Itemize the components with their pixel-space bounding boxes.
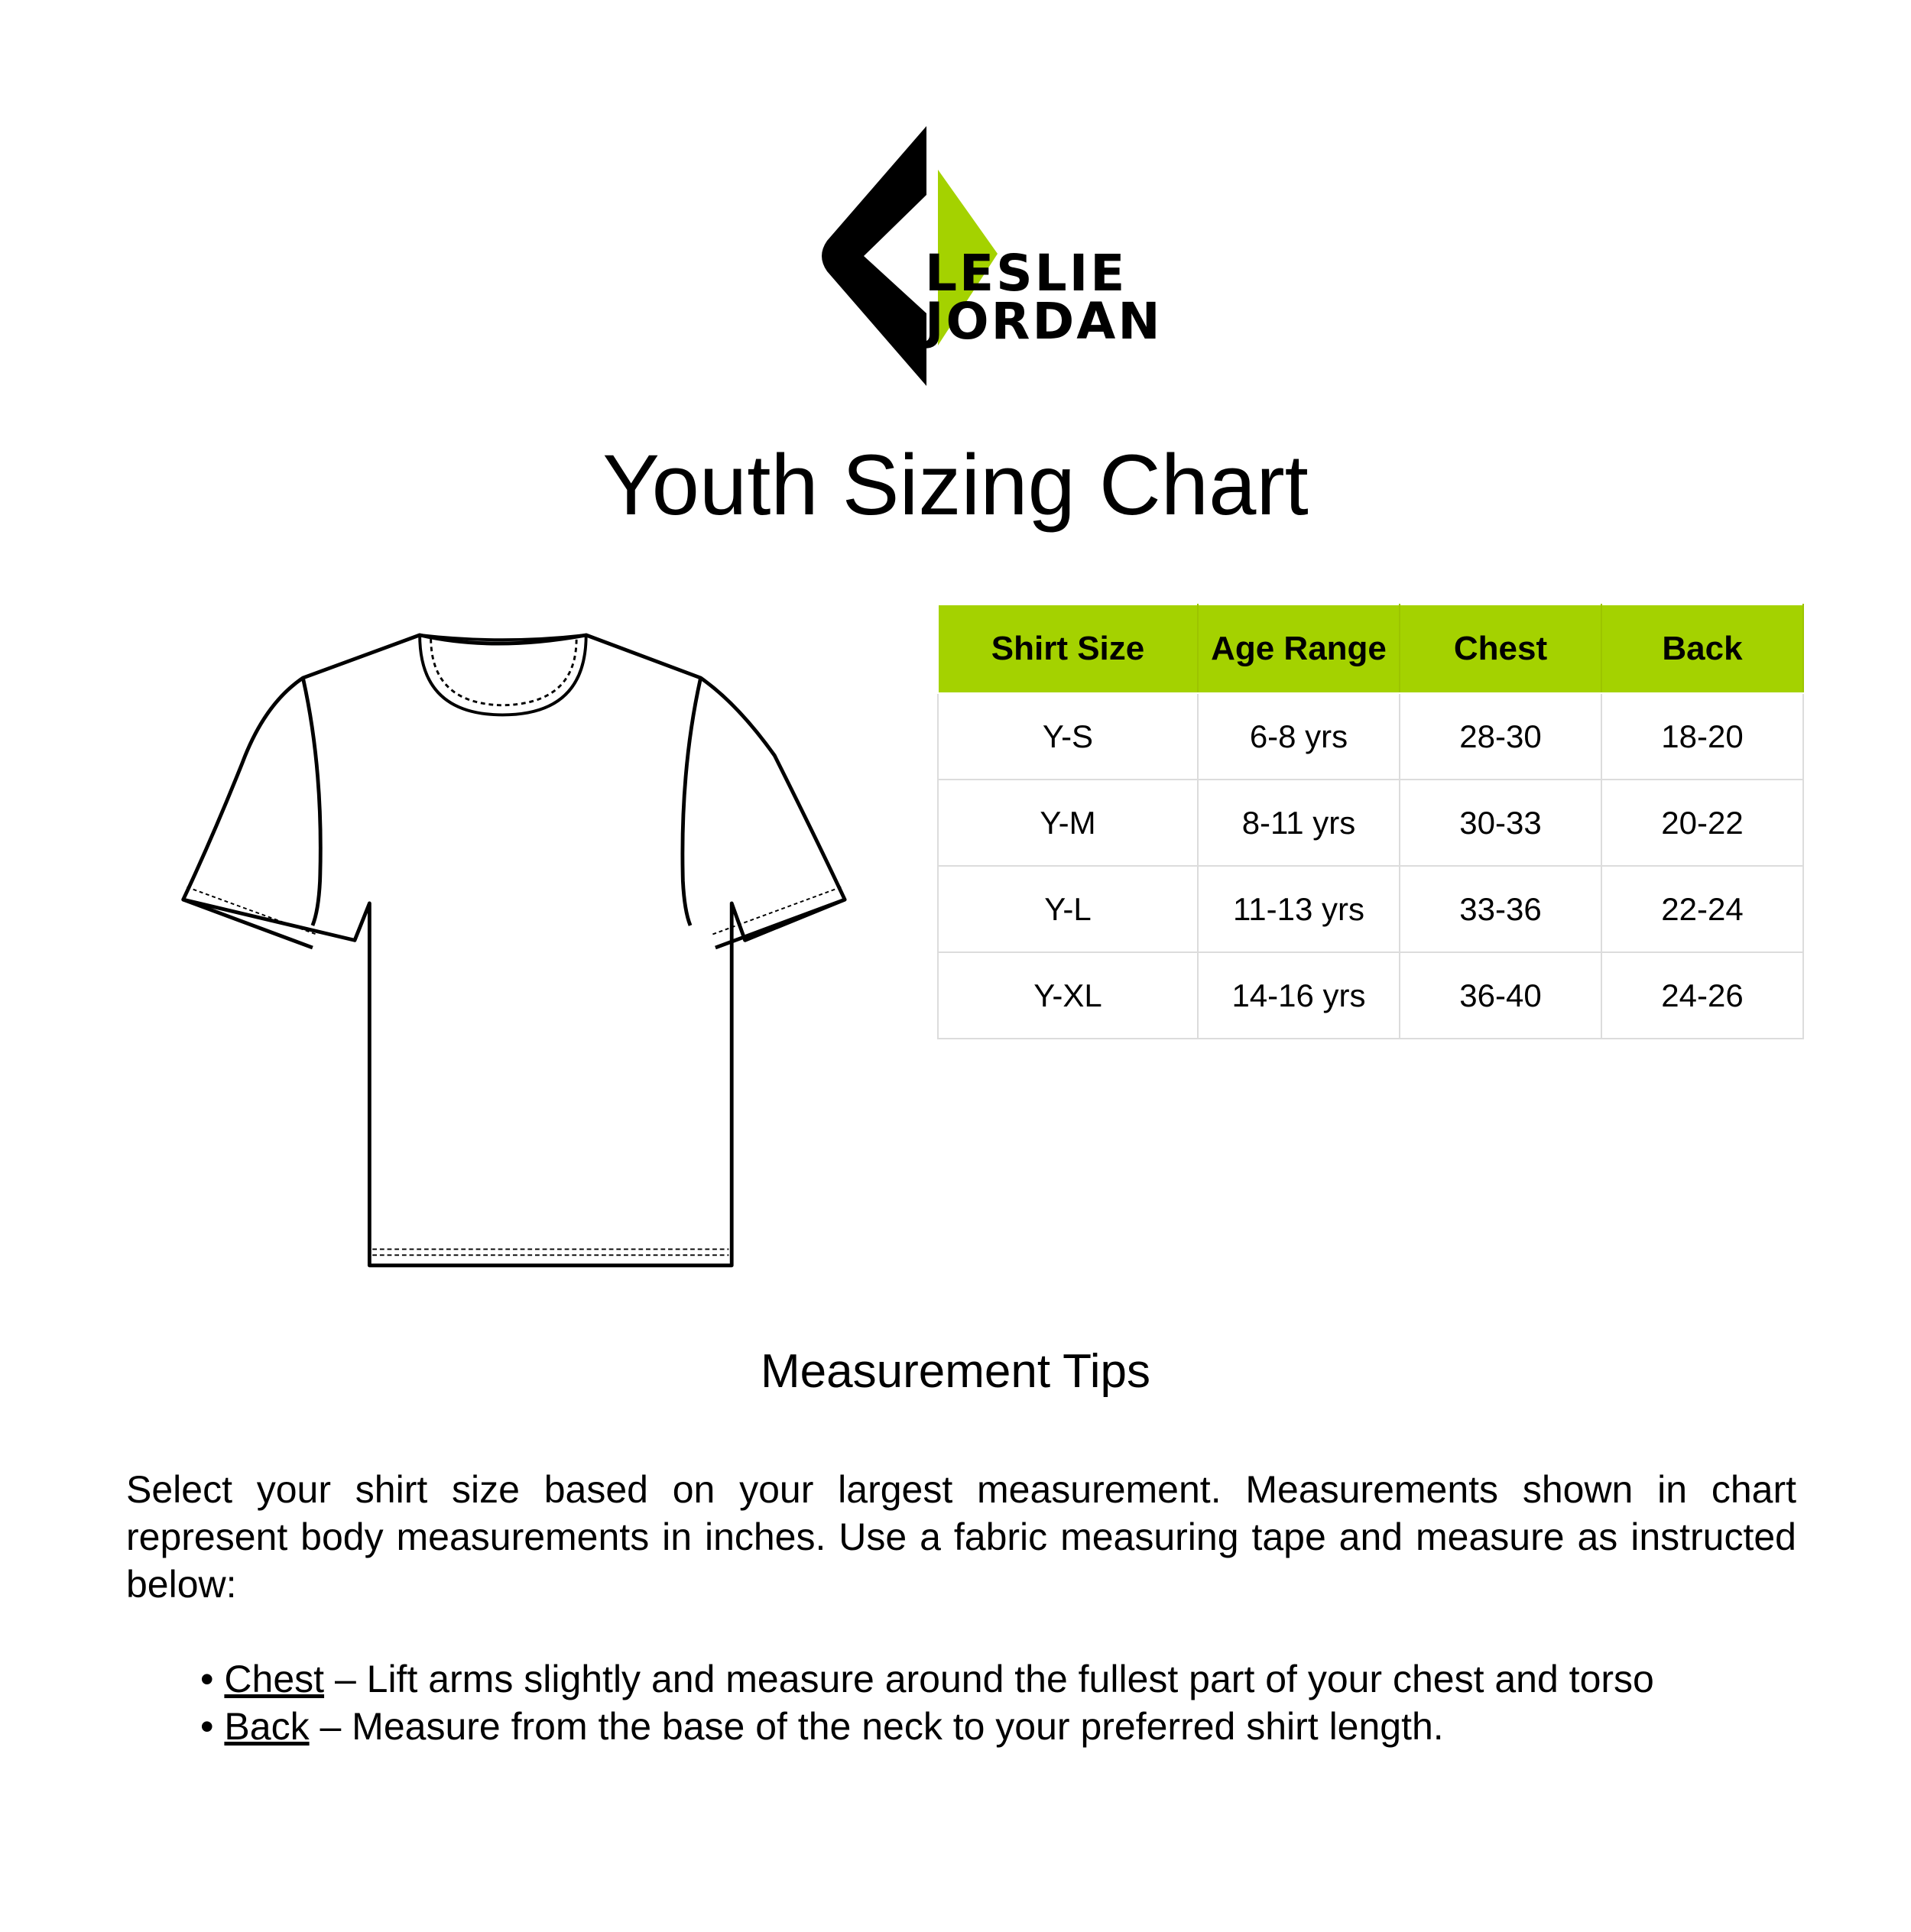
tips-heading: Measurement Tips [761,1345,1150,1398]
cell-size: Y-S [938,693,1198,780]
tip-text: – Lift arms slightly and measure around the fullest part of your chest and torso [324,1658,1654,1700]
cell-chest: 33-36 [1400,866,1601,952]
cell-chest: 36-40 [1400,952,1601,1039]
cell-chest: 28-30 [1400,693,1601,780]
cell-size: Y-XL [938,952,1198,1039]
cell-size: Y-M [938,780,1198,866]
brand-line-2: JORDAN [925,292,1163,351]
cell-age: 8-11 yrs [1198,780,1400,866]
cell-chest: 30-33 [1400,780,1601,866]
tip-text: – Measure from the base of the neck to your preferred shirt length. [309,1705,1444,1748]
t-shirt-outline-icon [176,611,848,1284]
cell-size: Y-L [938,866,1198,952]
tip-term-back: Back [224,1705,310,1748]
cell-age: 11-13 yrs [1198,866,1400,952]
list-item [200,1703,1654,1750]
bullet: • [200,1658,214,1700]
bullet: • [200,1705,214,1748]
tips-list [200,1655,1654,1750]
table-row [938,952,1803,1039]
cell-age: 6-8 yrs [1198,693,1400,780]
cell-back: 22-24 [1601,866,1803,952]
brand-line-1: LESLIE [925,244,1127,303]
table-header-row [938,605,1803,693]
brand-logo [810,122,1163,397]
header-age-range: Age Range [1198,605,1400,693]
table-row [938,693,1803,780]
size-chart-table [937,604,1804,1039]
table-row [938,780,1803,866]
header-back: Back [1601,605,1803,693]
cell-age: 14-16 yrs [1198,952,1400,1039]
cell-back: 20-22 [1601,780,1803,866]
table-row [938,866,1803,952]
header-chest: Chest [1400,605,1601,693]
tips-intro: Select your shirt size based on your largest measurement. Measurements shown in chart represent body measurements in inches. Use a fabric measuring tape and measure as instructed below: [126,1468,1796,1606]
tip-term-chest: Chest [224,1658,325,1700]
header-shirt-size: Shirt Size [938,605,1198,693]
cell-back: 24-26 [1601,952,1803,1039]
cell-back: 18-20 [1601,693,1803,780]
list-item [200,1655,1654,1703]
shirt-area [176,611,848,1284]
page-title: Youth Sizing Chart [602,437,1309,533]
